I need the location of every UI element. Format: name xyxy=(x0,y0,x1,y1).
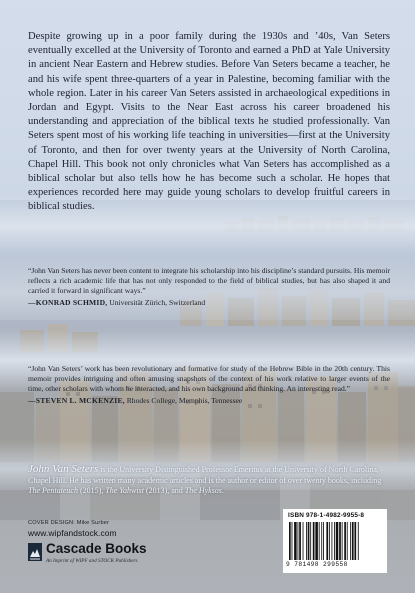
isbn-barcode-block xyxy=(283,509,387,573)
publisher-subtitle: An Imprint of WIPF and STOCK Publishers xyxy=(46,558,138,564)
endorser-affiliation: Rhodes College, Memphis, Tennessee xyxy=(124,396,243,405)
publisher-name: Cascade Books xyxy=(46,541,147,556)
barcode-bar xyxy=(289,522,291,560)
book-title: The Hyksos xyxy=(184,486,222,496)
barcode-bar xyxy=(321,522,322,560)
barcode-bar xyxy=(319,522,320,560)
endorser-affiliation: Universität Zürich, Switzerland xyxy=(107,298,206,307)
endorser-name: —STEVEN L. MCKENZIE, xyxy=(28,396,125,405)
barcode-bar xyxy=(306,522,307,560)
endorsement-schmid xyxy=(28,266,390,308)
barcode-bar xyxy=(344,522,346,560)
barcode-bar xyxy=(350,522,351,560)
barcode xyxy=(288,522,382,562)
endorser-name: —KONRAD SCHMID, xyxy=(28,298,108,307)
endorsement-attribution xyxy=(28,298,390,308)
barcode-bar xyxy=(358,522,359,560)
endorsement-quote: “John Van Seters has never been content to integrate his scholarship into his discipline’s standard pursuits. His memoir reflects a rich academic life that has not only responded to the field of biblical studies, but has also shaped it and carried it forward in significant ways.” xyxy=(28,266,390,295)
book-title: The Yahwist xyxy=(105,486,144,496)
cascade-logo-icon xyxy=(28,543,42,561)
author-bio-text: is the University Distinguished Professor Emeritus at the University of North Carolina, Chapel Hill. He has written many academic articles and is the author or editor of over twenty books, including xyxy=(28,465,382,485)
barcode-bar xyxy=(303,522,304,560)
barcode-bar xyxy=(336,522,339,560)
back-cover-blurb: Despite growing up in a poor family during the 1930s and ’40s, Van Seters eventually excelled at the University of Toronto and earned a PhD at Yale University in ancient Near Eastern and Hebrew studies. Before Van Seters became a teacher, he and his wife spent three-quarters of a year in Palestine, becoming familiar with the whole region. Later in his career Van Seters assisted in archaeological expeditions in Jordan and Egypt. Visits to the Near East across his career broadened his understanding and appreciation of the biblical texts he studied professionally. Van Seters spent most of his working life teaching in universities—first at the University of Toronto, and then for over twenty years at the University of North Carolina, Chapel Hill. This book not only chronicles what Van Seters has accomplished as a biblical scholar but also tells how he has become such a scholar. He hopes that experiences recorded here may guide young scholars to develop fruitful careers in biblical studies. xyxy=(28,31,390,213)
publisher-website: www.wipfandstock.com xyxy=(28,528,117,538)
cover-design-credit: COVER DESIGN: Mike Surber xyxy=(28,520,110,526)
author-name: John Van Seters xyxy=(28,463,99,475)
barcode-bar xyxy=(354,522,356,560)
author-bio-text: (2013), and xyxy=(143,486,185,496)
barcode-bar xyxy=(298,522,299,560)
barcode-bar xyxy=(299,522,301,560)
publisher-logo xyxy=(28,541,198,567)
credits xyxy=(28,520,228,538)
barcode-bar xyxy=(292,522,293,560)
barcode-bar xyxy=(315,522,318,560)
endorsement-quote: “John Van Seters’ work has been revolutionary and formative for study of the Hebrew Bible in the 20th century. This memoir provides intriguing and often amusing snapshots of the context of his work relative to larger events of the time, other scholars with whom he interacted, and his own background and thinking. An interesting read.” xyxy=(28,364,390,393)
barcode-bar xyxy=(310,522,311,560)
barcode-bar xyxy=(352,522,354,560)
endorsement-mckenzie xyxy=(28,364,390,406)
isbn-digits: 9 781498 299558 xyxy=(286,561,348,568)
barcode-bar xyxy=(332,522,333,560)
barcode-bar xyxy=(329,522,330,560)
author-bio-text: (2015), xyxy=(77,486,106,496)
barcode-bar xyxy=(326,522,328,560)
barcode-bar xyxy=(323,522,324,560)
book-title: The Pentateuch xyxy=(28,486,78,496)
barcode-bar xyxy=(342,522,343,560)
barcode-bar xyxy=(347,522,348,560)
barcode-bar xyxy=(334,522,335,560)
author-bio-text: . xyxy=(221,486,224,496)
barcode-bar xyxy=(313,522,315,560)
author-bio xyxy=(28,464,390,497)
barcode-bar xyxy=(294,522,297,560)
endorsement-attribution xyxy=(28,396,390,406)
isbn-label: ISBN 978-1-4982-9955-8 xyxy=(288,512,365,519)
barcode-bar xyxy=(308,522,310,560)
barcode-bar xyxy=(339,522,341,560)
